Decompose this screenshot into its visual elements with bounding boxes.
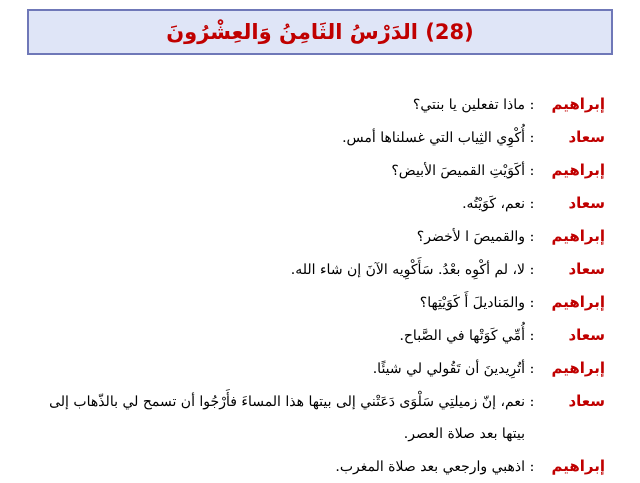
speech-text: أتُرِيدينَ أن تَقُولي لي شيئًا.: [372, 361, 525, 377]
dialogue-line: [20, 286, 605, 319]
speech-text: نعم، كَوَيْتُه.: [462, 196, 525, 212]
speech-text: ماذا تفعلين يا بنتي؟: [412, 97, 525, 113]
speaker-name: إبراهيم: [551, 227, 605, 245]
speaker-separator: :: [529, 361, 535, 377]
speech-text: أُكْوِي الثِياب التي غسلناها أمس.: [342, 130, 525, 146]
speaker-name: سعاد: [568, 392, 605, 410]
speech-continuation: بيتها بعد صلاة العصر.: [403, 426, 525, 442]
speaker-name: إبراهيم: [551, 95, 605, 113]
speaker-name: إبراهيم: [551, 293, 605, 311]
speech-text: أكَوَيْتِ القميصَ الأبيض؟: [391, 163, 525, 179]
speaker-name: إبراهيم: [551, 161, 605, 179]
speech-text: نعم، إنّ زميلتِي سَلْوَى دَعَتْني إلى بيتها هذا المساءَ فأَرْجُوا أن تسمح لي بالذّهاب إلى: [49, 394, 525, 410]
speech-text: والقميصَ ا لأخضر؟: [416, 229, 525, 245]
speaker-separator: :: [529, 328, 535, 344]
speaker-separator: :: [529, 229, 535, 245]
speaker-separator: :: [529, 130, 535, 146]
dialogue-line: [20, 154, 605, 187]
speech-text: اذهبي وارجعي بعد صلاة المغرب.: [335, 459, 525, 475]
speaker-separator: :: [529, 459, 535, 475]
speaker-separator: :: [529, 163, 535, 179]
dialogue: [20, 88, 605, 483]
dialogue-line: [20, 385, 605, 418]
speech-text: أُمِّي كَوَتْها في الصَّباح.: [399, 328, 525, 344]
dialogue-line: [20, 187, 605, 220]
dialogue-line: [20, 121, 605, 154]
speaker-name: سعاد: [568, 260, 605, 278]
speaker-separator: :: [529, 295, 535, 311]
speaker-name: إبراهيم: [551, 457, 605, 475]
speaker-name: سعاد: [568, 194, 605, 212]
dialogue-line: [20, 88, 605, 121]
speaker-separator: :: [529, 97, 535, 113]
speaker-separator: :: [529, 196, 535, 212]
dialogue-line: [20, 220, 605, 253]
dialogue-line: [20, 319, 605, 352]
speaker-name: إبراهيم: [551, 359, 605, 377]
dialogue-line: [20, 450, 605, 483]
speaker-separator: :: [529, 394, 535, 410]
speaker-name: سعاد: [568, 128, 605, 146]
dialogue-line: [20, 253, 605, 286]
lesson-title-box: [27, 9, 613, 55]
speech-text: والمَناديلَ أَ كَوَيْتِها؟: [419, 295, 525, 311]
speech-text: لا، لم أكْوِه بعْدُ. سَأَكْوِيه الآنَ إن شاء الله.: [290, 262, 525, 278]
speaker-name: سعاد: [568, 326, 605, 344]
dialogue-line: [20, 352, 605, 385]
lesson-title: (28) الدَرْسُ الثَامِنُ وَالعِشْرُونَ: [166, 20, 474, 44]
speaker-separator: :: [529, 262, 535, 278]
